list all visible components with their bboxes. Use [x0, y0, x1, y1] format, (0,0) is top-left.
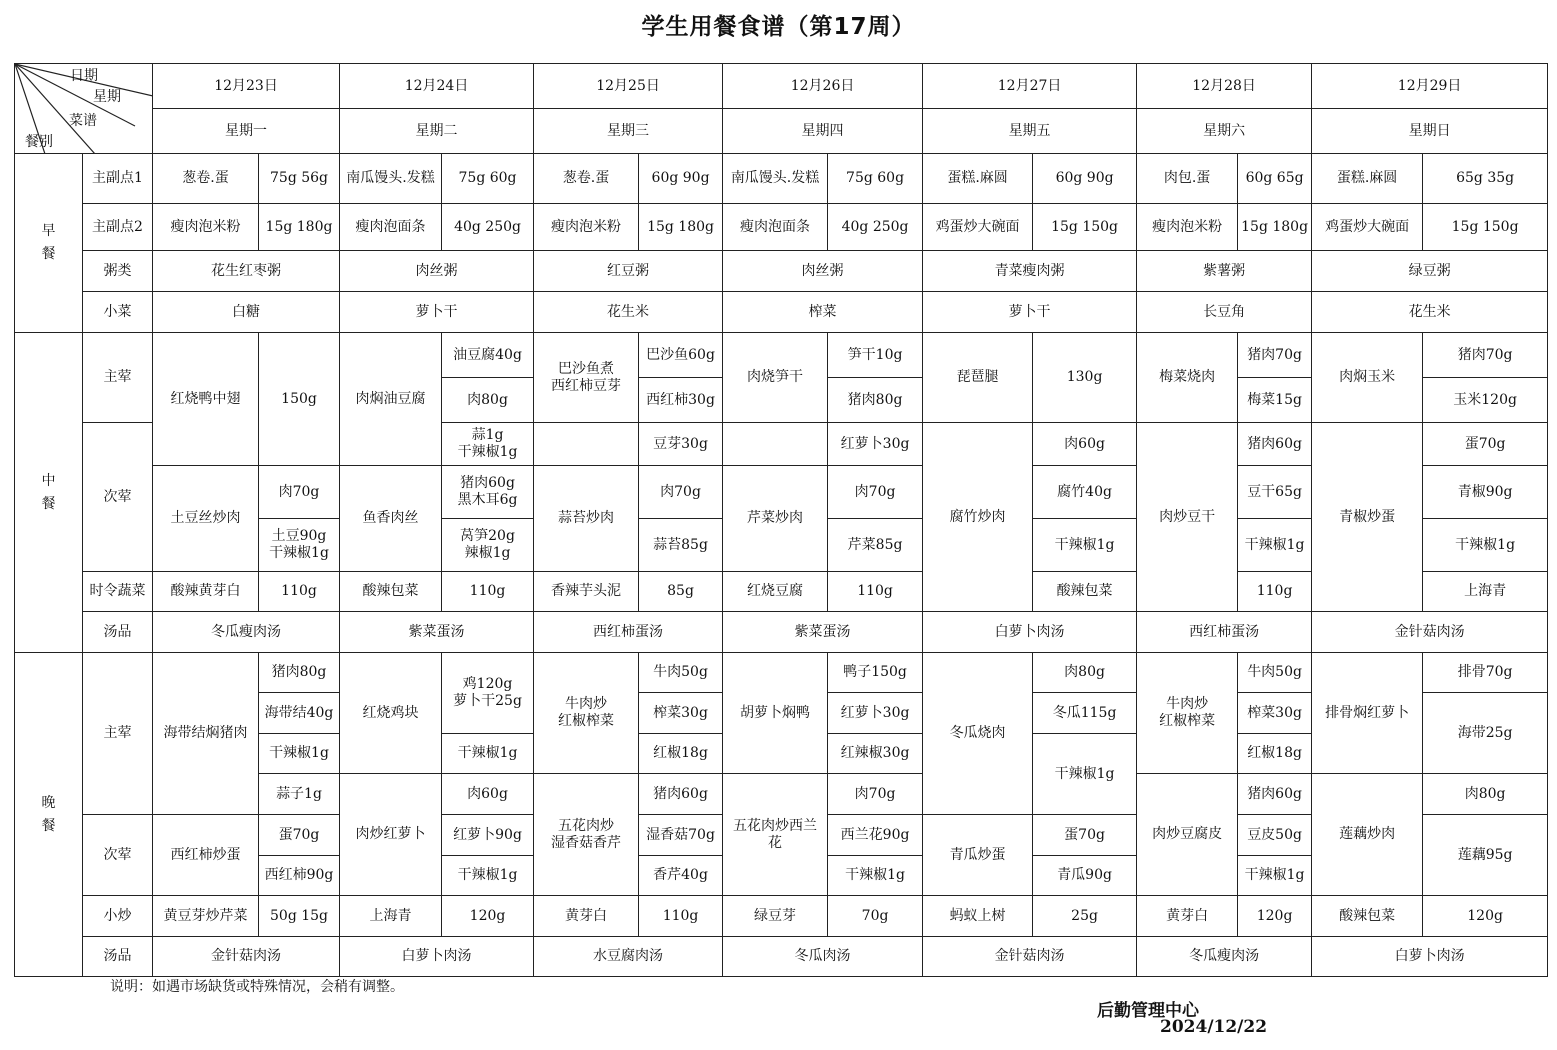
issuer-name: 后勤管理中心 — [1097, 1001, 1199, 1021]
meal-lunch-label: 中 餐 — [15, 333, 83, 653]
soup-dish: 金针菇肉汤 — [153, 937, 340, 977]
porridge-dish: 红豆粥 — [534, 251, 723, 292]
row-label: 主荤 — [83, 333, 153, 423]
quantity: 干辣椒1g — [1238, 856, 1312, 896]
quantity: 60g 90g — [1033, 154, 1137, 204]
dish: 黄芽白 — [1137, 896, 1238, 937]
dish: 上海青 — [1423, 572, 1548, 612]
dish: 牛肉炒 红椒榨菜 — [1137, 653, 1238, 774]
soup-dish: 白萝卜肉汤 — [1312, 937, 1548, 977]
quantity: 蛋70g — [1033, 815, 1137, 856]
weekday-header: 星期一 — [153, 109, 340, 154]
porridge-dish: 肉丝粥 — [340, 251, 534, 292]
corner-date-label: 日期 — [70, 68, 98, 84]
quantity: 蒜苔85g — [639, 519, 723, 572]
quantity: 50g 15g — [259, 896, 340, 937]
dish: 蛋糕.麻圆 — [923, 154, 1033, 204]
row-label: 汤品 — [83, 612, 153, 653]
quantity: 榨菜30g — [1238, 693, 1312, 734]
dish: 瘦肉泡米粉 — [534, 204, 639, 251]
quantity: 干辣椒1g — [442, 856, 534, 896]
quantity: 海带25g — [1423, 693, 1548, 774]
quantity: 红辣椒30g — [828, 734, 923, 774]
dish: 肉焖油豆腐 — [340, 333, 442, 466]
dish: 上海青 — [340, 896, 442, 937]
weekday-header: 星期三 — [534, 109, 723, 154]
quantity: 芹菜85g — [828, 519, 923, 572]
quantity: 110g — [828, 572, 923, 612]
quantity: 60g 65g — [1238, 154, 1312, 204]
quantity: 巴沙鱼60g — [639, 333, 723, 378]
quantity: 85g — [639, 572, 723, 612]
corner-header — [15, 64, 153, 154]
quantity: 干辣椒1g — [828, 856, 923, 896]
soup-dish: 白萝卜肉汤 — [923, 612, 1137, 653]
soup-dish: 西红柿蛋汤 — [534, 612, 723, 653]
quantity: 鸭子150g — [828, 653, 923, 693]
quantity: 干辣椒1g — [442, 734, 534, 774]
quantity: 130g — [1033, 333, 1137, 423]
quantity: 肉80g — [1423, 774, 1548, 815]
quantity: 笋干10g — [828, 333, 923, 378]
quantity: 腐竹40g — [1033, 466, 1137, 519]
quantity: 红萝卜30g — [828, 693, 923, 734]
quantity: 肉70g — [639, 466, 723, 519]
quantity: 15g 150g — [1033, 204, 1137, 251]
dish: 南瓜馒头.发糕 — [340, 154, 442, 204]
quantity: 蛋70g — [259, 815, 340, 856]
quantity: 莲藕95g — [1423, 815, 1548, 896]
soup-dish: 冬瓜肉汤 — [723, 937, 923, 977]
dish: 酸辣包菜 — [340, 572, 442, 612]
dish: 绿豆芽 — [723, 896, 828, 937]
side-dish: 花生米 — [1312, 292, 1548, 333]
porridge-dish: 肉丝粥 — [723, 251, 923, 292]
dish: 黄芽白 — [534, 896, 639, 937]
dish: 香辣芋头泥 — [534, 572, 639, 612]
dish: 葱卷.蛋 — [153, 154, 259, 204]
quantity: 肉70g — [259, 466, 340, 519]
dish: 肉焖玉米 — [1312, 333, 1423, 423]
quantity: 梅菜15g — [1238, 378, 1312, 423]
quantity: 西红柿90g — [259, 856, 340, 896]
dish: 南瓜馒头.发糕 — [723, 154, 828, 204]
quantity: 油豆腐40g — [442, 333, 534, 378]
quantity: 猪肉80g — [259, 653, 340, 693]
quantity: 40g 250g — [828, 204, 923, 251]
quantity: 猪肉60g 黑木耳6g — [442, 466, 534, 519]
row-label: 次荤 — [83, 815, 153, 896]
quantity: 15g 150g — [1423, 204, 1548, 251]
row-label: 次荤 — [83, 423, 153, 572]
dish: 海带结焖猪肉 — [153, 653, 259, 815]
row-label: 汤品 — [83, 937, 153, 977]
date-header: 12月24日 — [340, 64, 534, 109]
dish: 排骨焖红萝卜 — [1312, 653, 1423, 774]
side-dish: 萝卜干 — [923, 292, 1137, 333]
quantity: 150g — [259, 333, 340, 466]
porridge-dish: 绿豆粥 — [1312, 251, 1548, 292]
side-dish: 白糖 — [153, 292, 340, 333]
quantity: 猪肉70g — [1423, 333, 1548, 378]
dish: 肉烧笋干 — [723, 333, 828, 423]
row-label: 小炒 — [83, 896, 153, 937]
porridge-dish: 紫薯粥 — [1137, 251, 1312, 292]
date-header: 12月26日 — [723, 64, 923, 109]
dish: 红烧豆腐 — [723, 572, 828, 612]
dish: 冬瓜烧肉 — [923, 653, 1033, 815]
weekday-header: 星期五 — [923, 109, 1137, 154]
dish: 肉包.蛋 — [1137, 154, 1238, 204]
dish: 芹菜炒肉 — [723, 466, 828, 572]
quantity: 肉60g — [1033, 423, 1137, 466]
dish: 西红柿炒蛋 — [153, 815, 259, 896]
quantity: 玉米120g — [1423, 378, 1548, 423]
issue-date: 2024/12/22 — [1160, 1017, 1268, 1037]
dish: 青椒炒蛋 — [1312, 423, 1423, 612]
quantity: 豆皮50g — [1238, 815, 1312, 856]
dish: 红烧鸡块 — [340, 653, 442, 774]
quantity: 110g — [442, 572, 534, 612]
quantity: 青瓜90g — [1033, 856, 1137, 896]
quantity: 牛肉50g — [639, 653, 723, 693]
quantity: 110g — [639, 896, 723, 937]
quantity: 120g — [1238, 896, 1312, 937]
quantity: 120g — [1423, 896, 1548, 937]
quantity: 红椒18g — [1238, 734, 1312, 774]
dish: 青瓜炒蛋 — [923, 815, 1033, 896]
dish: 鱼香肉丝 — [340, 466, 442, 572]
quantity: 红萝卜90g — [442, 815, 534, 856]
quantity: 猪肉60g — [1238, 423, 1312, 466]
quantity: 土豆90g 干辣椒1g — [259, 519, 340, 572]
date-header: 12月29日 — [1312, 64, 1548, 109]
soup-dish: 白萝卜肉汤 — [340, 937, 534, 977]
quantity: 蛋70g — [1423, 423, 1548, 466]
dish: 肉炒红萝卜 — [340, 774, 442, 896]
soup-dish: 水豆腐肉汤 — [534, 937, 723, 977]
quantity: 榨菜30g — [639, 693, 723, 734]
quantity: 猪肉60g — [639, 774, 723, 815]
quantity: 西红柿30g — [639, 378, 723, 423]
quantity: 75g 56g — [259, 154, 340, 204]
quantity: 25g — [1033, 896, 1137, 937]
side-dish: 长豆角 — [1137, 292, 1312, 333]
quantity: 75g 60g — [828, 154, 923, 204]
meal-breakfast-label: 早 餐 — [15, 154, 83, 333]
dish: 五花肉炒 湿香菇香芹 — [534, 774, 639, 896]
dish: 五花肉炒西兰 花 — [723, 774, 828, 896]
dish: 鸡蛋炒大碗面 — [1312, 204, 1423, 251]
weekday-header: 星期日 — [1312, 109, 1548, 154]
page-title: 学生用餐食谱（第17周） — [641, 14, 916, 40]
quantity: 排骨70g — [1423, 653, 1548, 693]
row-label: 主副点2 — [83, 204, 153, 251]
dish: 蛋糕.麻圆 — [1312, 154, 1423, 204]
quantity: 肉60g — [442, 774, 534, 815]
quantity: 肉80g — [442, 378, 534, 423]
quantity: 猪肉80g — [828, 378, 923, 423]
dish: 腐竹炒肉 — [923, 423, 1033, 612]
quantity: 75g 60g — [442, 154, 534, 204]
porridge-dish: 花生红枣粥 — [153, 251, 340, 292]
quantity: 蒜子1g — [259, 774, 340, 815]
quantity: 15g 180g — [259, 204, 340, 251]
quantity-cell — [534, 423, 639, 466]
quantity: 70g — [828, 896, 923, 937]
quantity: 豆干65g — [1238, 466, 1312, 519]
date-header: 12月27日 — [923, 64, 1137, 109]
soup-dish: 冬瓜瘦肉汤 — [153, 612, 340, 653]
corner-menu-label: 菜谱 — [69, 113, 97, 129]
dish: 蒜苔炒肉 — [534, 466, 639, 572]
quantity: 干辣椒1g — [1033, 519, 1137, 572]
menu-table — [14, 63, 1548, 977]
dish: 葱卷.蛋 — [534, 154, 639, 204]
row-label: 时令蔬菜 — [83, 572, 153, 612]
weekday-header: 星期四 — [723, 109, 923, 154]
row-label: 主副点1 — [83, 154, 153, 204]
quantity: 肉70g — [828, 774, 923, 815]
weekday-header: 星期二 — [340, 109, 534, 154]
quantity: 牛肉50g — [1238, 653, 1312, 693]
quantity: 红椒18g — [639, 734, 723, 774]
quantity: 120g — [442, 896, 534, 937]
soup-dish: 金针菇肉汤 — [923, 937, 1137, 977]
quantity: 干辣椒1g — [1423, 519, 1548, 572]
side-dish: 榨菜 — [723, 292, 923, 333]
quantity: 鸡120g 萝卜干25g — [442, 653, 534, 734]
row-label: 主荤 — [83, 653, 153, 815]
quantity: 豆芽30g — [639, 423, 723, 466]
row-label: 小菜 — [83, 292, 153, 333]
dish: 牛肉炒 红椒榨菜 — [534, 653, 639, 774]
quantity: 猪肉70g — [1238, 333, 1312, 378]
quantity: 海带结40g — [259, 693, 340, 734]
soup-dish: 西红柿蛋汤 — [1137, 612, 1312, 653]
quantity: 15g 180g — [639, 204, 723, 251]
dish: 胡萝卜焖鸭 — [723, 653, 828, 774]
dish: 酸辣黄芽白 — [153, 572, 259, 612]
quantity: 肉80g — [1033, 653, 1137, 693]
dish: 酸辣包菜 — [1312, 896, 1423, 937]
quantity: 肉70g — [828, 466, 923, 519]
dish: 瘦肉泡米粉 — [153, 204, 259, 251]
dish: 酸辣包菜 — [1033, 572, 1137, 612]
dish: 黄豆芽炒芹菜 — [153, 896, 259, 937]
dish: 瘦肉泡面条 — [340, 204, 442, 251]
quantity: 莴笋20g 辣椒1g — [442, 519, 534, 572]
dish: 土豆丝炒肉 — [153, 466, 259, 572]
quantity: 15g 180g — [1238, 204, 1312, 251]
quantity: 红萝卜30g — [828, 423, 923, 466]
meal-dinner-label: 晚 餐 — [15, 653, 83, 977]
dish: 琵琶腿 — [923, 333, 1033, 423]
quantity: 60g 90g — [639, 154, 723, 204]
quantity: 65g 35g — [1423, 154, 1548, 204]
quantity: 猪肉60g — [1238, 774, 1312, 815]
soup-dish: 紫菜蛋汤 — [340, 612, 534, 653]
row-label: 粥类 — [83, 251, 153, 292]
quantity: 110g — [1238, 572, 1312, 612]
date-header: 12月25日 — [534, 64, 723, 109]
quantity: 干辣椒1g — [259, 734, 340, 774]
dish: 鸡蛋炒大碗面 — [923, 204, 1033, 251]
dish: 巴沙鱼煮 西红柿豆芽 — [534, 333, 639, 423]
corner-weekday-label: 星期 — [93, 89, 121, 105]
quantity: 干辣椒1g — [1033, 734, 1137, 815]
dish: 莲藕炒肉 — [1312, 774, 1423, 896]
dish: 红烧鸭中翅 — [153, 333, 259, 466]
quantity: 110g — [259, 572, 340, 612]
date-header: 12月23日 — [153, 64, 340, 109]
corner-meal-label: 餐别 — [25, 134, 53, 150]
dish: 肉炒豆干 — [1137, 423, 1238, 612]
dish: 瘦肉泡米粉 — [1137, 204, 1238, 251]
quantity-cell — [723, 423, 828, 466]
date-header: 12月28日 — [1137, 64, 1312, 109]
quantity: 干辣椒1g — [1238, 519, 1312, 572]
quantity: 40g 250g — [442, 204, 534, 251]
dish: 瘦肉泡面条 — [723, 204, 828, 251]
side-dish: 花生米 — [534, 292, 723, 333]
dish: 肉炒豆腐皮 — [1137, 774, 1238, 896]
quantity: 西兰花90g — [828, 815, 923, 856]
footnote: 说明：如遇市场缺货或特殊情况，会稍有调整。 — [110, 979, 404, 995]
quantity: 冬瓜115g — [1033, 693, 1137, 734]
soup-dish: 冬瓜瘦肉汤 — [1137, 937, 1312, 977]
quantity: 青椒90g — [1423, 466, 1548, 519]
porridge-dish: 青菜瘦肉粥 — [923, 251, 1137, 292]
soup-dish: 紫菜蛋汤 — [723, 612, 923, 653]
quantity: 香芹40g — [639, 856, 723, 896]
dish: 蚂蚁上树 — [923, 896, 1033, 937]
soup-dish: 金针菇肉汤 — [1312, 612, 1548, 653]
weekday-header: 星期六 — [1137, 109, 1312, 154]
side-dish: 萝卜干 — [340, 292, 534, 333]
dish: 梅菜烧肉 — [1137, 333, 1238, 423]
quantity: 湿香菇70g — [639, 815, 723, 856]
quantity: 蒜1g 干辣椒1g — [442, 423, 534, 466]
